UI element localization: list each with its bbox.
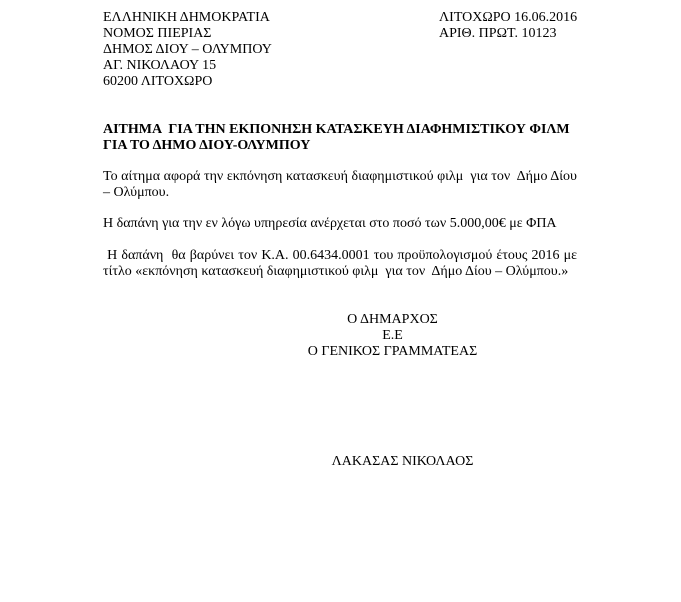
issuer-country: ΕΛΛΗΝΙΚΗ ΔΗΜΟΚΡΑΤΙΑ [103, 10, 270, 25]
paragraph-subject-line2: – Ολύμπου. [103, 185, 170, 200]
paragraph-budget-line1: Η δαπάνη θα βαρύνει τον Κ.Α. 00.6434.0001 του προϋπολογισμού έτους 2016 με [103, 248, 577, 263]
paragraph-budget-line2: τίτλο «εκπόνηση κατασκευή διαφημιστικού φιλμ για τον Δήμο Δίου – Ολύμπου.» [103, 264, 569, 279]
document-title [103, 122, 578, 154]
paragraph-budget [103, 248, 577, 280]
signature-role: Ο ΔΗΜΑΡΧΟΣ [347, 312, 438, 327]
paragraph-subject-line1: Το αίτημα αφορά την εκπόνηση κατασκευή διαφημιστικού φιλμ για τον Δήμο Δίου [103, 169, 577, 184]
paragraph-cost [103, 216, 577, 232]
paragraph-subject [103, 169, 577, 201]
signature-secretary: Ο ΓΕΝΙΚΟΣ ΓΡΑΜΜΑΤΕΑΣ [307, 344, 478, 359]
place-date: ΛΙΤΟΧΩΡΟ 16.06.2016 [439, 10, 578, 25]
issuer-municipality: ΔΗΜΟΣ ΔΙΟΥ – ΟΛΥΜΠΟΥ [103, 42, 272, 57]
issuer-postcode-city: 60200 ΛΙΤΟΧΩΡΟ [103, 74, 213, 89]
paragraph-cost-text: Η δαπάνη για την εν λόγω υπηρεσία ανέρχεται στο ποσό των 5.000,00€ με ΦΠΑ [103, 216, 557, 231]
signatory-name: ΛΑΚΑΣΑΣ ΝΙΚΟΛΑΟΣ [331, 454, 474, 469]
issuer-prefecture: ΝΟΜΟΣ ΠΙΕΡΙΑΣ [103, 26, 212, 41]
document-title-line2: ΓΙΑ ΤΟ ΔΗΜΟ ΔΙΟΥ-ΟΛΥΜΠΟΥ [103, 138, 311, 153]
signature-abbr: Ε.Ε [382, 328, 403, 343]
protocol-number: ΑΡΙΘ. ΠΡΩΤ. 10123 [439, 26, 557, 41]
issuer-street: ΑΓ. ΝΙΚΟΛΑΟΥ 15 [103, 58, 217, 73]
document-title-line1: ΑΙΤΗΜΑ ΓΙΑ ΤΗΝ ΕΚΠΟΝΗΣΗ ΚΑΤΑΣΚΕΥΗ ΔΙΑΦΗΜΙΣΤΙΚΟΥ ΦΙΛΜ [103, 122, 570, 137]
